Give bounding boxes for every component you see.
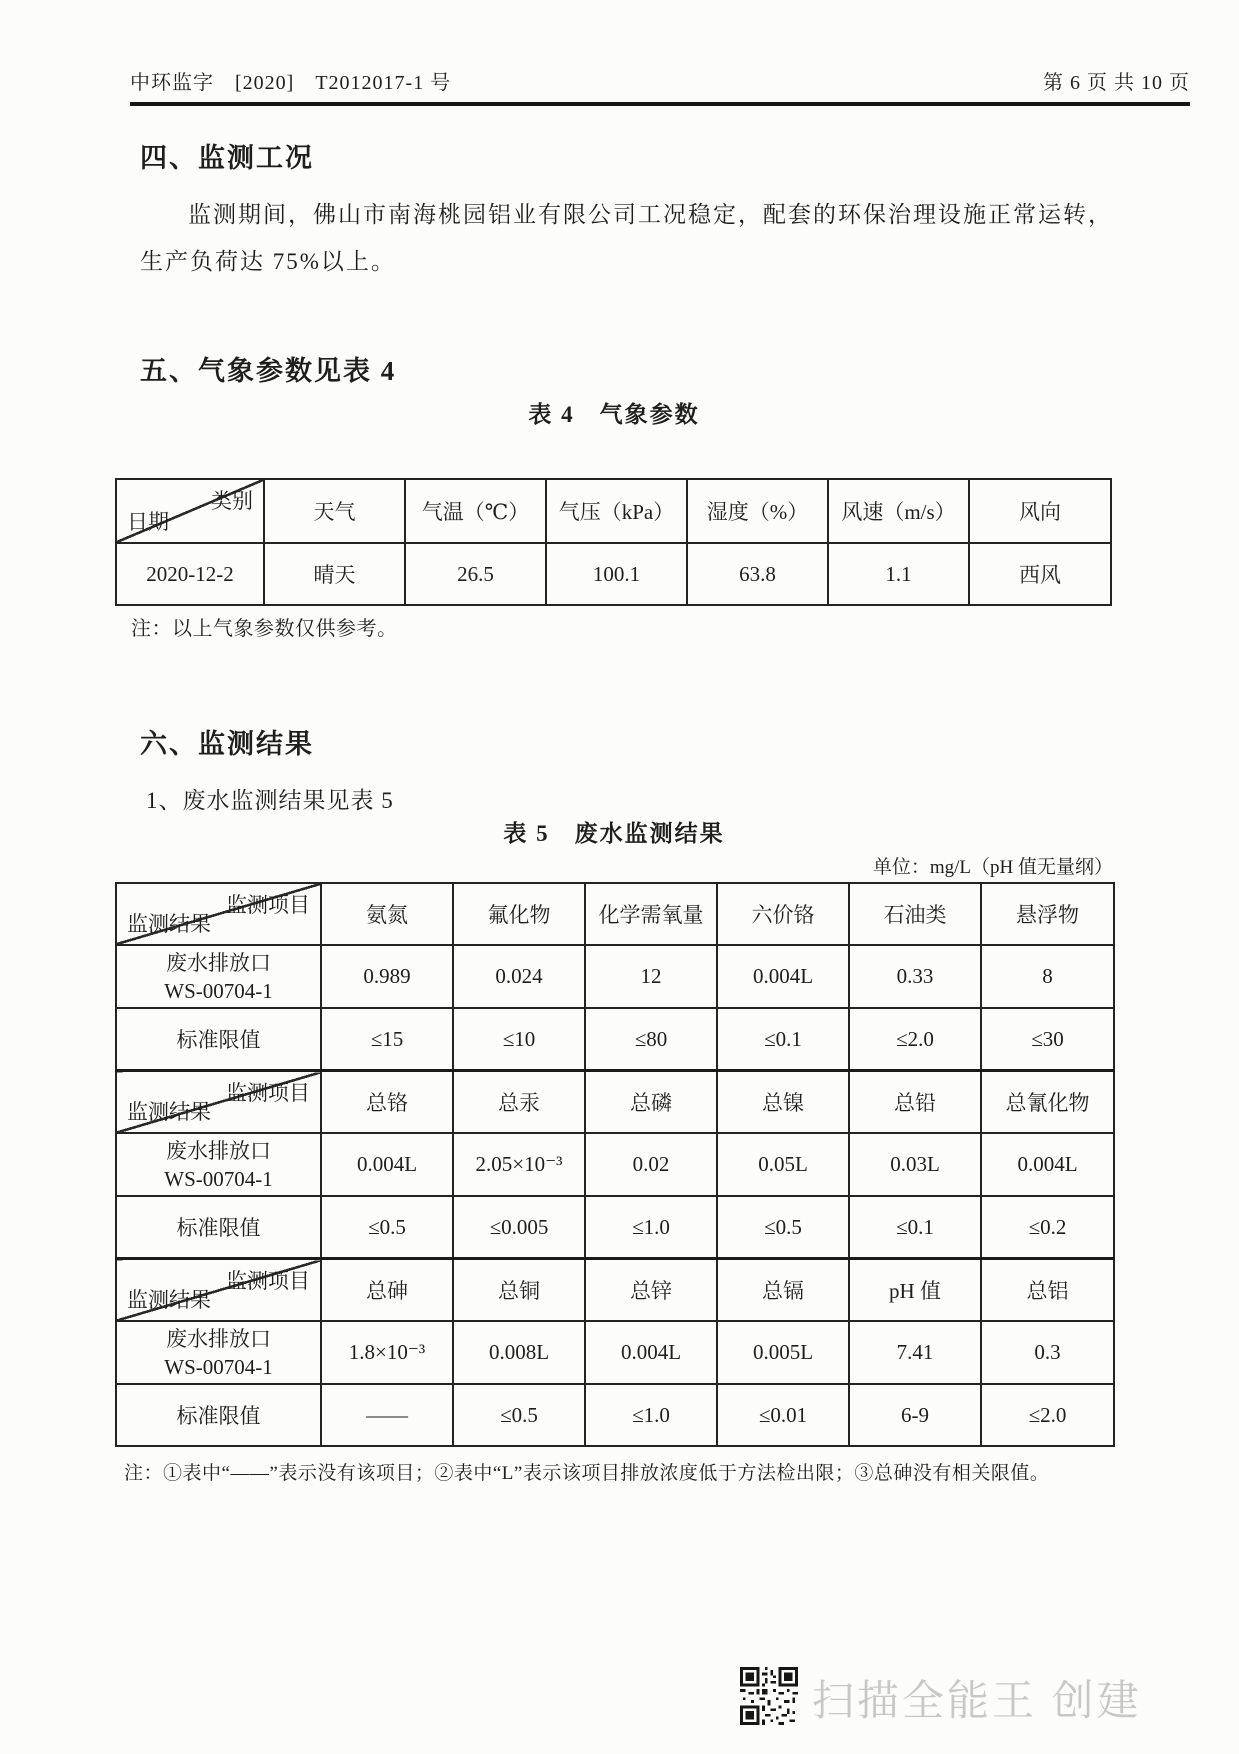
- limit-cell: ≤1.0: [585, 1196, 717, 1259]
- outlet-name: 废水排放口: [166, 950, 271, 975]
- value-cell: 12: [585, 945, 717, 1008]
- col-header: 总氰化物: [981, 1071, 1114, 1134]
- section4-title: 四、监测工况: [140, 143, 314, 173]
- limit-cell: ≤15: [321, 1008, 453, 1071]
- col-header: 总砷: [321, 1259, 453, 1322]
- camscanner-watermark: 扫描全能王 创建: [812, 1677, 1142, 1724]
- col-header: 总铬: [321, 1071, 453, 1134]
- value-cell: 0.989: [321, 945, 453, 1008]
- value-cell: 0.004L: [717, 945, 849, 1008]
- table-row: [116, 1071, 1114, 1134]
- limit-cell: ≤0.5: [717, 1196, 849, 1259]
- value-cell: 0.005L: [717, 1321, 849, 1384]
- col-header: 悬浮物: [981, 883, 1114, 945]
- table-row: [116, 1196, 1114, 1259]
- value-cell: 0.004L: [321, 1133, 453, 1196]
- value-cell: 2.05×10⁻³: [453, 1133, 585, 1196]
- table4-note: 注：以上气象参数仅供参考。: [131, 618, 398, 640]
- limit-label-cell: 标准限值: [116, 1384, 321, 1446]
- col-header: 总铜: [453, 1259, 585, 1322]
- limit-cell: ≤0.5: [321, 1196, 453, 1259]
- col-header: 总铝: [981, 1259, 1114, 1322]
- section4-paragraph-line2: 生产负荷达 75%以上。: [140, 249, 396, 274]
- value-cell: 0.33: [849, 945, 981, 1008]
- col-header: 风速（m/s）: [828, 479, 969, 543]
- col-header: 天气: [264, 479, 405, 543]
- page-header: [130, 66, 1190, 106]
- limit-cell: ≤0.1: [849, 1196, 981, 1259]
- weather-table: [115, 478, 1112, 606]
- section6-subtitle: 1、废水监测结果见表 5: [146, 788, 394, 813]
- col-header: 总磷: [585, 1071, 717, 1134]
- section6-title: 六、监测结果: [140, 729, 314, 759]
- outlet-label-cell: [116, 1133, 321, 1196]
- col-header: 总铅: [849, 1071, 981, 1134]
- wastewater-table: [115, 882, 1115, 1447]
- outlet-code: WS-00704-1: [164, 1354, 273, 1379]
- corner-label-category: 类别: [211, 489, 253, 513]
- value-cell: 8: [981, 945, 1114, 1008]
- table5-title: 表 5 废水监测结果: [503, 821, 725, 846]
- value-cell: 晴天: [264, 543, 405, 605]
- section5-title: 五、气象参数见表 4: [140, 356, 397, 386]
- corner-label-result: 监测结果: [127, 1288, 211, 1312]
- diagonal-header-cell: [116, 479, 264, 543]
- limit-label-cell: 标准限值: [116, 1196, 321, 1259]
- value-cell: 26.5: [405, 543, 546, 605]
- col-header: pH 值: [849, 1259, 981, 1322]
- limit-cell: ≤0.2: [981, 1196, 1114, 1259]
- corner-label-date: 日期: [127, 510, 169, 534]
- outlet-code: WS-00704-1: [164, 978, 273, 1003]
- table-row: [116, 1259, 1114, 1322]
- corner-label-result: 监测结果: [127, 912, 211, 936]
- col-header: 总镍: [717, 1071, 849, 1134]
- document-number: 中环监字 [2020] T2012017-1 号: [130, 72, 452, 94]
- value-cell: 0.008L: [453, 1321, 585, 1384]
- col-header: 气压（kPa）: [546, 479, 687, 543]
- corner-label-result: 监测结果: [127, 1100, 211, 1124]
- limit-cell: ≤0.5: [453, 1384, 585, 1446]
- limit-cell: ≤2.0: [981, 1384, 1114, 1446]
- diagonal-header-cell: [116, 1259, 321, 1322]
- limit-cell: ≤0.1: [717, 1008, 849, 1071]
- limit-cell: ≤80: [585, 1008, 717, 1071]
- outlet-label-cell: [116, 1321, 321, 1384]
- col-header: 化学需氧量: [585, 883, 717, 945]
- limit-cell: ≤30: [981, 1008, 1114, 1071]
- limit-cell: ≤0.005: [453, 1196, 585, 1259]
- value-cell: 0.05L: [717, 1133, 849, 1196]
- col-header: 石油类: [849, 883, 981, 945]
- table5-note: 注：①表中“——”表示没有该项目；②表中“L”表示该项目排放浓度低于方法检出限；③总砷没有相关限值。: [124, 1463, 1050, 1484]
- value-cell: 0.004L: [585, 1321, 717, 1384]
- col-header: 气温（℃）: [405, 479, 546, 543]
- outlet-label-cell: [116, 945, 321, 1008]
- corner-label-item: 监测项目: [226, 1081, 310, 1105]
- date-cell: 2020-12-2: [116, 543, 264, 605]
- value-cell: 0.02: [585, 1133, 717, 1196]
- outlet-code: WS-00704-1: [164, 1166, 273, 1191]
- table-row: [116, 1133, 1114, 1196]
- diagonal-header-cell: [116, 1071, 321, 1134]
- unit-note: 单位：mg/L（pH 值无量纲）: [872, 857, 1113, 878]
- section4-paragraph-line1: 监测期间，佛山市南海桃园铝业有限公司工况稳定，配套的环保治理设施正常运转，: [188, 202, 1113, 227]
- corner-label-item: 监测项目: [226, 1269, 310, 1293]
- value-cell: 0.03L: [849, 1133, 981, 1196]
- table-row: [116, 1384, 1114, 1446]
- limit-cell: 6-9: [849, 1384, 981, 1446]
- limit-label-cell: 标准限值: [116, 1008, 321, 1071]
- col-header: 六价铬: [717, 883, 849, 945]
- value-cell: 1.8×10⁻³: [321, 1321, 453, 1384]
- limit-cell: ≤0.01: [717, 1384, 849, 1446]
- col-header: 氟化物: [453, 883, 585, 945]
- value-cell: 西风: [969, 543, 1111, 605]
- value-cell: 0.004L: [981, 1133, 1114, 1196]
- value-cell: 1.1: [828, 543, 969, 605]
- limit-cell: ≤10: [453, 1008, 585, 1071]
- value-cell: 63.8: [687, 543, 828, 605]
- col-header: 氨氮: [321, 883, 453, 945]
- table-row: [116, 1008, 1114, 1071]
- limit-cell: ≤2.0: [849, 1008, 981, 1071]
- outlet-name: 废水排放口: [166, 1138, 271, 1163]
- table-row: [116, 1321, 1114, 1384]
- table-row: [116, 479, 1111, 543]
- table-row: [116, 543, 1111, 605]
- col-header: 总锌: [585, 1259, 717, 1322]
- table-row: [116, 883, 1114, 945]
- col-header: 湿度（%）: [687, 479, 828, 543]
- value-cell: 7.41: [849, 1321, 981, 1384]
- outlet-name: 废水排放口: [166, 1326, 271, 1351]
- table-row: [116, 945, 1114, 1008]
- col-header: 总汞: [453, 1071, 585, 1134]
- table4-title: 表 4 气象参数: [528, 402, 700, 427]
- corner-label-item: 监测项目: [226, 893, 310, 917]
- diagonal-header-cell: [116, 883, 321, 945]
- col-header: 总镉: [717, 1259, 849, 1322]
- qr-code-icon: [740, 1663, 798, 1729]
- page-number: 第 6 页 共 10 页: [1043, 72, 1190, 94]
- limit-cell: ≤1.0: [585, 1384, 717, 1446]
- value-cell: 0.024: [453, 945, 585, 1008]
- col-header: 风向: [969, 479, 1111, 543]
- value-cell: 100.1: [546, 543, 687, 605]
- limit-cell: ——: [321, 1384, 453, 1446]
- value-cell: 0.3: [981, 1321, 1114, 1384]
